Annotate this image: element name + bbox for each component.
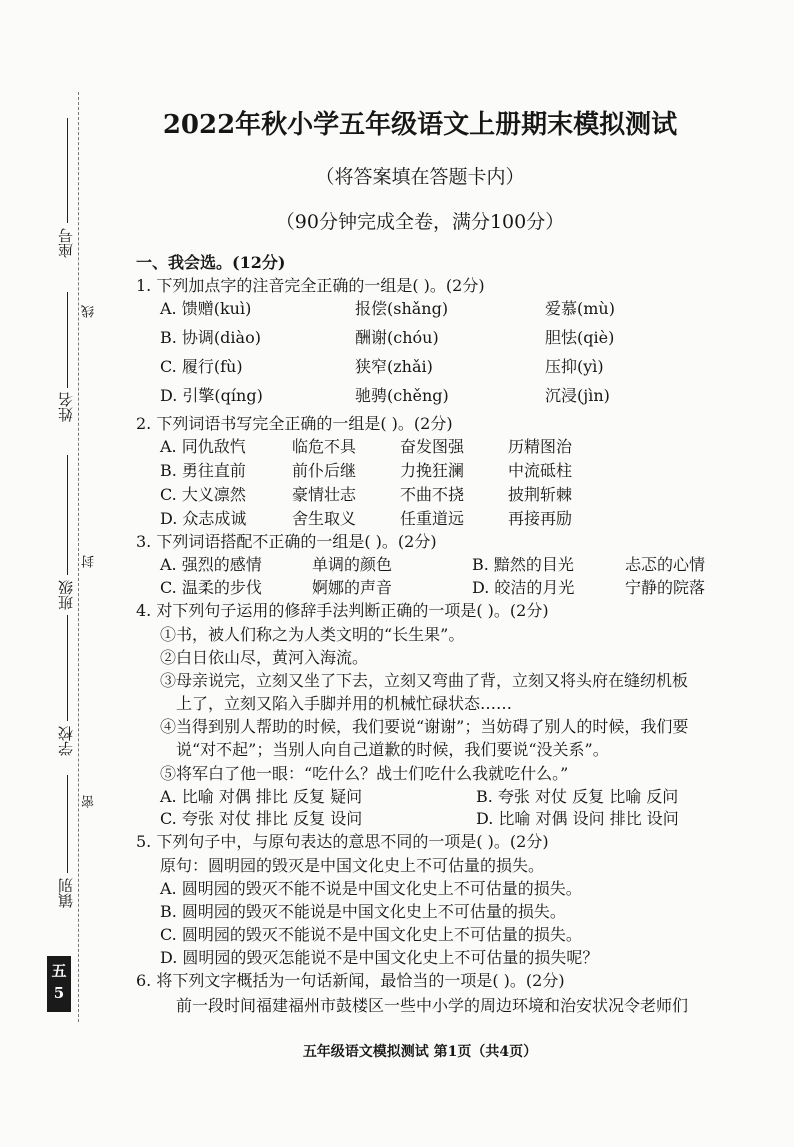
- name-line: [67, 292, 68, 388]
- q3-option-b-1: B. 黯然的目光: [472, 555, 574, 574]
- q1-option-c-2: 狭窄(zhǎi): [355, 357, 433, 376]
- question-4-stem: 4. 对下列句子运用的修辞手法判断正确的一项是( )。(2分): [136, 601, 549, 620]
- section-heading: 一、我会选。(12分): [136, 253, 286, 272]
- answer-card-note: （将答案填在答题卡内）: [315, 166, 525, 188]
- school-line: [67, 615, 68, 721]
- town-label: 镇别: [57, 878, 75, 908]
- q2-option-d-1: D. 众志成诚: [160, 509, 247, 528]
- q3-option-d-2: 宁静的院落: [625, 578, 706, 597]
- q3-option-c-2: 婀娜的声音: [312, 578, 393, 597]
- q4-sentence-3: ③母亲说完，立刻又坐了下去，立刻又弯曲了背，立刻又将头府在缝纫机板: [160, 671, 689, 690]
- q1-option-b-3: 胆怯(qiè): [545, 328, 615, 347]
- grade-box: [47, 956, 71, 1012]
- q2-option-b-4: 中流砥柱: [508, 461, 573, 480]
- q2-option-b-1: B. 勇往直前: [160, 461, 246, 480]
- q1-option-d-2: 驰骋(chěng): [355, 386, 449, 405]
- q2-option-d-4: 再接再励: [508, 509, 573, 528]
- town-line: [67, 775, 68, 873]
- q4-sentence-1: ①书，被人们称之为人类文明的“长生果”。: [160, 625, 465, 644]
- seat-number-label: 座号: [57, 228, 75, 258]
- q2-option-a-3: 奋发图强: [400, 437, 465, 456]
- q1-option-c-3: 压抑(yì): [545, 357, 604, 376]
- q2-option-c-4: 披荆斩棘: [508, 485, 573, 504]
- seal-mark-xian: 线: [82, 305, 97, 318]
- q2-option-a-1: A. 同仇敌忾: [160, 437, 246, 456]
- seal-mark-mi: 密: [82, 795, 97, 808]
- q2-option-c-1: C. 大义凛然: [160, 485, 246, 504]
- q1-option-b-1: B. 协调(diào): [160, 328, 261, 347]
- q5-option-a: A. 圆明园的毁灭不能不说是中国文化史上不可估量的损失。: [160, 879, 582, 898]
- page-title: 2022年秋小学五年级语文上册期末模拟测试: [162, 110, 678, 140]
- q1-option-b-2: 酬谢(chóu): [355, 328, 439, 347]
- question-2-stem: 2. 下列词语书写完全正确的一组是( )。(2分): [136, 414, 453, 433]
- q4-option-b: B. 夸张 对仗 反复 比喻 反问: [476, 787, 679, 806]
- q5-option-b: B. 圆明园的毁灭不能说是中国文化史上不可估量的损失。: [160, 902, 566, 921]
- q4-option-c: C. 夸张 对仗 排比 反复 设问: [160, 809, 363, 828]
- question-3-stem: 3. 下列词语搭配不正确的一组是( )。(2分): [136, 532, 437, 551]
- q1-option-a-3: 爱慕(mù): [545, 299, 615, 318]
- seat-number-line: [67, 118, 68, 223]
- class-line: [67, 455, 68, 575]
- question-5-stem: 5. 下列句子中，与原句表达的意思不同的一项是( )。(2分): [136, 832, 549, 851]
- q3-option-d-1: D. 皎洁的月光: [472, 578, 575, 597]
- q5-option-c: C. 圆明园的毁灭不能说不是中国文化史上不可估量的损失。: [160, 925, 582, 944]
- q4-sentence-4: ④当得到别人帮助的时候，我们要说“谢谢”；当妨碍了别人的时候，我们要: [160, 717, 689, 736]
- q2-option-b-3: 力挽狂澜: [400, 461, 465, 480]
- q4-sentence-5: ⑤将军白了他一眼：“吃什么？战士们吃什么我就吃什么。”: [160, 764, 569, 783]
- q2-option-d-3: 任重道远: [400, 509, 465, 528]
- q3-option-a-2: 单调的颜色: [312, 555, 393, 574]
- q2-option-c-2: 豪情壮志: [292, 485, 357, 504]
- question-6-stem: 6. 将下列文字概括为一句话新闻，最恰当的一项是( )。(2分): [136, 971, 565, 990]
- q3-option-b-2: 忐忑的心情: [625, 555, 706, 574]
- school-label: 学校: [57, 726, 75, 756]
- q1-option-d-1: D. 引擎(qíng): [160, 386, 263, 405]
- binding-dashed-line: [78, 92, 79, 1022]
- q1-option-c-1: C. 履行(fù): [160, 357, 243, 376]
- question-1-stem: 1. 下列加点字的注音完全正确的一组是( )。(2分): [136, 276, 485, 295]
- q4-sentence-4-cont: 说“对不起”；当别人向自己道歉的时候，我们要说“没关系”。: [176, 740, 609, 759]
- q2-option-a-2: 临危不具: [292, 437, 357, 456]
- q6-passage-line-1: 前一段时间福建福州市鼓楼区一些中小学的周边环境和治安状况令老师们: [176, 996, 689, 1015]
- q4-sentence-3-cont: 上了，立刻又陷入手脚并用的机械忙碌状态……: [176, 694, 513, 713]
- seal-mark-feng: 封: [82, 555, 97, 568]
- q2-option-a-4: 历精图治: [508, 437, 573, 456]
- grade-box-number: 5: [53, 984, 65, 1002]
- q2-option-d-2: 舍生取义: [292, 509, 357, 528]
- class-label: 班级: [57, 580, 75, 610]
- q1-option-a-1: A. 馈赠(kuì): [160, 299, 252, 318]
- q3-option-a-1: A. 强烈的感情: [160, 555, 262, 574]
- q4-option-a: A. 比喻 对偶 排比 反复 疑问: [160, 787, 363, 806]
- q2-option-c-3: 不曲不挠: [400, 485, 465, 504]
- q4-sentence-2: ②白日依山尽，黄河入海流。: [160, 648, 369, 667]
- name-label: 姓名: [57, 392, 75, 422]
- q1-option-a-2: 报偿(shǎng): [355, 299, 449, 318]
- q1-option-d-3: 沉浸(jìn): [545, 386, 610, 405]
- q3-option-c-1: C. 温柔的步伐: [160, 578, 262, 597]
- grade-box-char: 五: [51, 962, 67, 980]
- time-and-score-note: （90分钟完成全卷，满分100分）: [275, 211, 565, 233]
- q5-original-sentence: 原句：圆明园的毁灭是中国文化史上不可估量的损失。: [160, 856, 545, 875]
- q5-option-d: D. 圆明园的毁灭怎能说不是中国文化史上不可估量的损失呢？: [160, 948, 599, 967]
- page-footer: 五年级语文模拟测试 第1页（共4页）: [302, 1044, 538, 1060]
- q4-option-d: D. 比喻 对偶 设问 排比 设问: [476, 809, 679, 828]
- q2-option-b-2: 前仆后继: [292, 461, 357, 480]
